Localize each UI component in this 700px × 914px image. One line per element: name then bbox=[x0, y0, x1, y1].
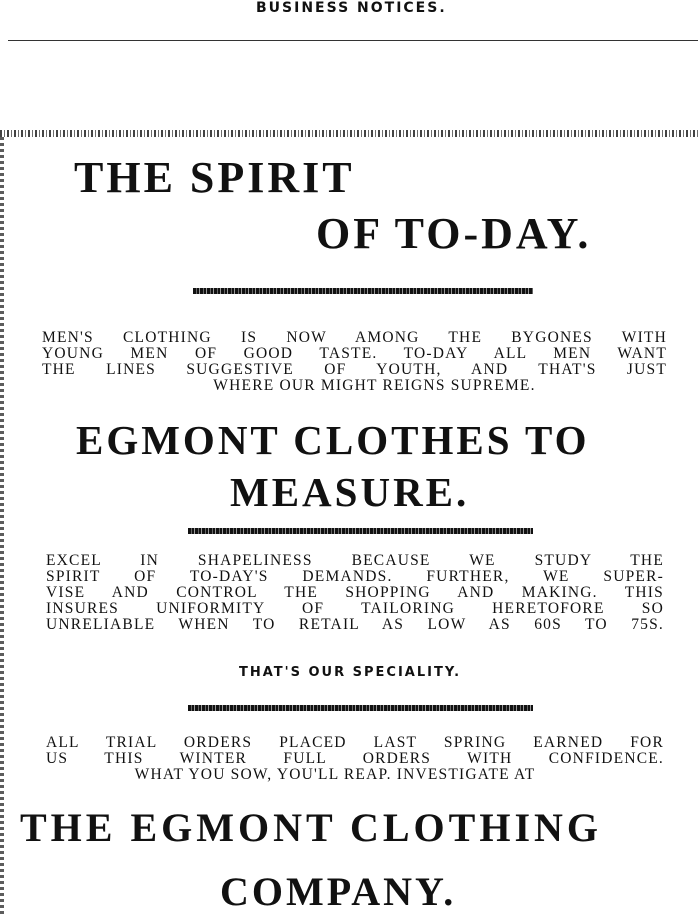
subhead-line-2: MEASURE. bbox=[230, 469, 470, 515]
page-header bbox=[0, 0, 700, 22]
headline-line-1: THE SPIRIT bbox=[74, 153, 355, 202]
company-line-1: THE EGMONT CLOTHING bbox=[20, 805, 603, 850]
paragraph-1 bbox=[42, 330, 667, 394]
paragraph-3-line: US THIS WINTER FULL ORDERS WITH CONFIDENCE. bbox=[46, 750, 664, 767]
paragraph-1-line: WHERE OUR MIGHT REIGNS SUPREME. bbox=[213, 377, 536, 394]
paragraph-2-line: INSURES UNIFORMITY OF TAILORING HERETOFORE SO bbox=[46, 600, 664, 617]
paragraph-2-line: EXCEL IN SHAPELINESS BECAUSE WE STUDY THE bbox=[46, 552, 664, 569]
divider-1 bbox=[193, 288, 533, 294]
paragraph-3-line: ALL TRIAL ORDERS PLACED LAST SPRING EARNED FOR bbox=[46, 734, 664, 751]
header-rule bbox=[8, 40, 698, 41]
paragraph-3 bbox=[46, 735, 664, 783]
headline-line-2: OF TO-DAY. bbox=[316, 209, 592, 258]
divider-3 bbox=[188, 705, 533, 711]
paragraph-1-line: THE LINES SUGGESTIVE OF YOUTH, AND THAT'S JUST bbox=[42, 361, 667, 378]
paragraph-2-line: VISE AND CONTROL THE SHOPPING AND MAKING. THIS bbox=[46, 584, 664, 601]
paragraph-3-line: WHAT YOU SOW, YOU'LL REAP. INVESTIGATE AT bbox=[134, 766, 536, 783]
subhead-line-1: EGMONT CLOTHES TO bbox=[76, 417, 590, 463]
divider-2 bbox=[188, 528, 533, 534]
section-title: BUSINESS NOTICES. bbox=[256, 0, 447, 16]
advert-top-border bbox=[0, 130, 700, 137]
paragraph-1-line: MEN'S CLOTHING IS NOW AMONG THE BYGONES WITH bbox=[42, 329, 667, 346]
paragraph-1-line: YOUNG MEN OF GOOD TASTE. TO-DAY ALL MEN WANT bbox=[42, 345, 667, 362]
company-line-2: COMPANY. bbox=[220, 869, 457, 914]
paragraph-2-line: UNRELIABLE WHEN TO RETAIL AS LOW AS 60S TO 75S. bbox=[46, 616, 664, 633]
speciality-line: THAT'S OUR SPECIALITY. bbox=[238, 665, 462, 680]
advert-left-border bbox=[0, 137, 4, 914]
paragraph-2 bbox=[46, 553, 664, 633]
paragraph-2-line: SPIRIT OF TO-DAY'S DEMANDS. FURTHER, WE SUPER- bbox=[46, 568, 664, 585]
